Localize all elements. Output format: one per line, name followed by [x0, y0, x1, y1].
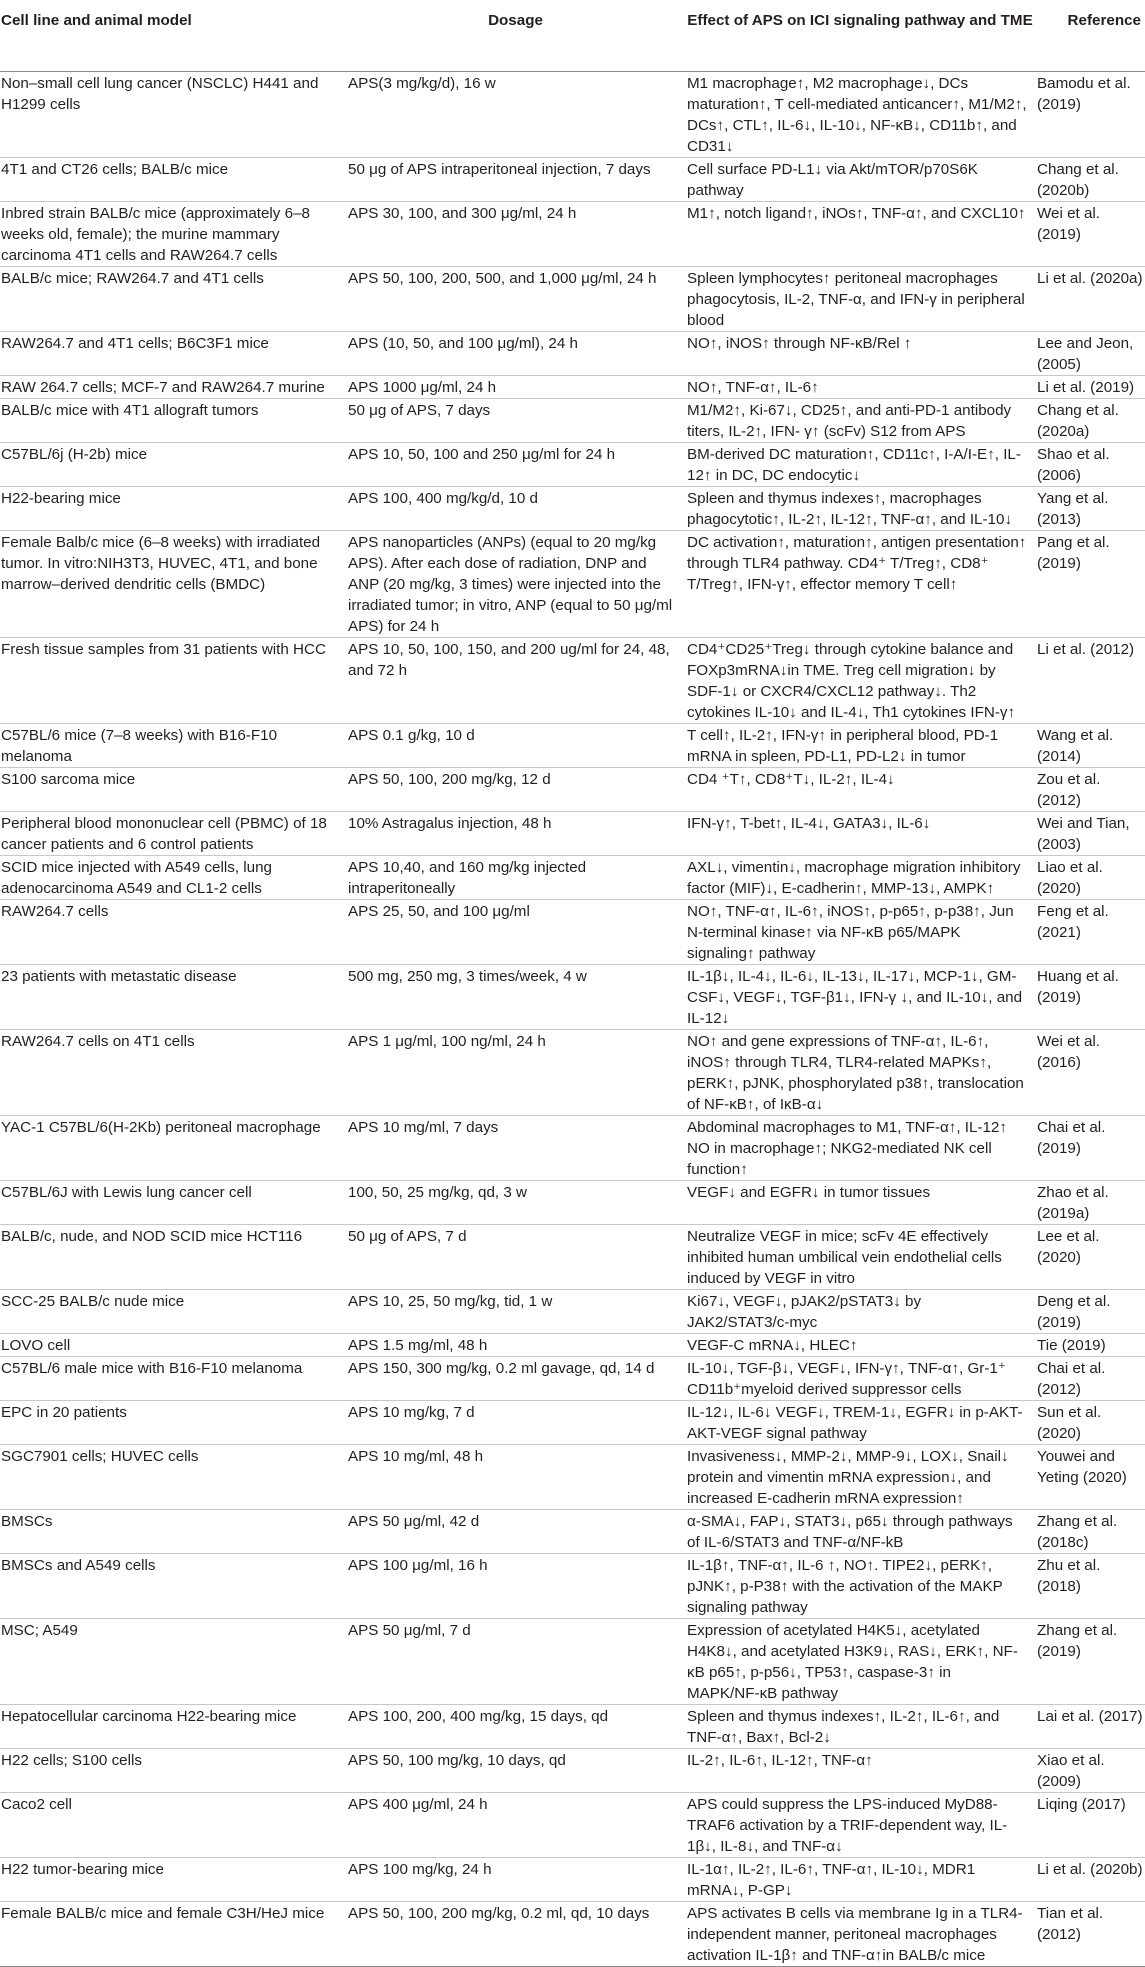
table-row	[0, 964, 1145, 1029]
cell-effect: DC activation↑, maturation↑, antigen presentation↑ through TLR4 pathway. CD4⁺ T/Treg↑, CD8⁺ T/Treg↑, IFN-γ↑, effector memory T cell↑	[685, 530, 1035, 637]
cell-model: H22-bearing mice	[0, 486, 346, 530]
cell-effect: IL-1β↑, TNF-α↑, IL-6 ↑, NO↑. TIPE2↓, pERK↑, pJNK↑, p-P38↑ with the activation of the MAKP signaling pathway	[685, 1553, 1035, 1618]
cell-dosage: APS 50 μg/ml, 42 d	[346, 1509, 685, 1553]
table-row	[0, 331, 1145, 375]
cell-reference: Li et al. (2020a)	[1035, 266, 1145, 331]
table-header-row	[0, 0, 1145, 71]
cell-dosage: APS 50, 100, 200 mg/kg, 12 d	[346, 767, 685, 811]
cell-model: BALB/c mice with 4T1 allograft tumors	[0, 398, 346, 442]
cell-reference: Xiao et al. (2009)	[1035, 1748, 1145, 1792]
cell-reference: Shao et al. (2006)	[1035, 442, 1145, 486]
cell-model: Hepatocellular carcinoma H22-bearing mice	[0, 1704, 346, 1748]
cell-model: C57BL/6j (H-2b) mice	[0, 442, 346, 486]
table-row	[0, 1618, 1145, 1704]
cell-reference: Huang et al. (2019)	[1035, 964, 1145, 1029]
cell-dosage: APS 150, 300 mg/kg, 0.2 ml gavage, qd, 14 d	[346, 1356, 685, 1400]
cell-reference: Feng et al. (2021)	[1035, 899, 1145, 964]
cell-dosage: 50 μg of APS, 7 days	[346, 398, 685, 442]
cell-effect: IL-2↑, IL-6↑, IL-12↑, TNF-α↑	[685, 1748, 1035, 1792]
cell-effect: Expression of acetylated H4K5↓, acetylated H4K8↓, and acetylated H3K9↓, RAS↓, ERK↑, NF-κB p65↑, p-p56↓, TP53↑, caspase-3↑ in MAPK/NF-κB pathway	[685, 1618, 1035, 1704]
cell-model: EPC in 20 patients	[0, 1400, 346, 1444]
cell-effect: Neutralize VEGF in mice; scFv 4E effectively inhibited human umbilical vein endothelial cells induced by VEGF in vitro	[685, 1224, 1035, 1289]
cell-model: BALB/c mice; RAW264.7 and 4T1 cells	[0, 266, 346, 331]
cell-effect: Cell surface PD-L1↓ via Akt/mTOR/p70S6K pathway	[685, 157, 1035, 201]
cell-dosage: 100, 50, 25 mg/kg, qd, 3 w	[346, 1180, 685, 1224]
cell-model: C57BL/6J with Lewis lung cancer cell	[0, 1180, 346, 1224]
table-row	[0, 71, 1145, 157]
cell-model: Peripheral blood mononuclear cell (PBMC) of 18 cancer patients and 6 control patients	[0, 811, 346, 855]
table-row	[0, 811, 1145, 855]
cell-reference: Zou et al. (2012)	[1035, 767, 1145, 811]
cell-reference: Pang et al. (2019)	[1035, 530, 1145, 637]
cell-model: H22 tumor-bearing mice	[0, 1857, 346, 1901]
table-row	[0, 201, 1145, 266]
table-body	[0, 71, 1145, 1966]
cell-dosage: APS 50, 100, 200 mg/kg, 0.2 ml, qd, 10 days	[346, 1901, 685, 1966]
cell-model: LOVO cell	[0, 1333, 346, 1356]
table-row	[0, 375, 1145, 398]
cell-effect: IFN-γ↑, T-bet↑, IL-4↓, GATA3↓, IL-6↓	[685, 811, 1035, 855]
table-row	[0, 1356, 1145, 1400]
cell-effect: IL-10↓, TGF-β↓, VEGF↓, IFN-γ↑, TNF-α↑, Gr-1⁺ CD11b⁺myeloid derived suppressor cells	[685, 1356, 1035, 1400]
table-row	[0, 1704, 1145, 1748]
cell-reference: Zhang et al. (2019)	[1035, 1618, 1145, 1704]
cell-dosage: APS (10, 50, and 100 μg/ml), 24 h	[346, 331, 685, 375]
cell-dosage: 50 μg of APS, 7 d	[346, 1224, 685, 1289]
cell-model: Non–small cell lung cancer (NSCLC) H441 and H1299 cells	[0, 71, 346, 157]
cell-model: C57BL/6 male mice with B16-F10 melanoma	[0, 1356, 346, 1400]
cell-dosage: APS(3 mg/kg/d), 16 w	[346, 71, 685, 157]
cell-model: Fresh tissue samples from 31 patients with HCC	[0, 637, 346, 723]
cell-dosage: APS 30, 100, and 300 μg/ml, 24 h	[346, 201, 685, 266]
cell-reference: Deng et al. (2019)	[1035, 1289, 1145, 1333]
cell-model: Female BALB/c mice and female C3H/HeJ mice	[0, 1901, 346, 1966]
cell-effect: VEGF↓ and EGFR↓ in tumor tissues	[685, 1180, 1035, 1224]
cell-dosage: APS 1.5 mg/ml, 48 h	[346, 1333, 685, 1356]
cell-dosage: 50 μg of APS intraperitoneal injection, 7 days	[346, 157, 685, 201]
table-row	[0, 1509, 1145, 1553]
cell-effect: Spleen and thymus indexes↑, macrophages phagocytotic↑, IL-2↑, IL-12↑, TNF-α↑, and IL-10↓	[685, 486, 1035, 530]
table-row	[0, 1857, 1145, 1901]
cell-effect: CD4 ⁺T↑, CD8⁺T↓, IL-2↑, IL-4↓	[685, 767, 1035, 811]
cell-reference: Liqing (2017)	[1035, 1792, 1145, 1857]
cell-effect: NO↑ and gene expressions of TNF-α↑, IL-6↑, iNOS↑ through TLR4, TLR4-related MAPKs↑, pERK↑, pJNK, phosphorylated p38↑, translocation of NF-κB↑, of IκB-α↓	[685, 1029, 1035, 1115]
cell-effect: Ki67↓, VEGF↓, pJAK2/pSTAT3↓ by JAK2/STAT3/c-myc	[685, 1289, 1035, 1333]
cell-effect: APS activates B cells via membrane Ig in a TLR4-independent manner, peritoneal macrophages activation IL-1β↑ and TNF-α↑in BALB/c mice	[685, 1901, 1035, 1966]
cell-model: BALB/c, nude, and NOD SCID mice HCT116	[0, 1224, 346, 1289]
cell-reference: Yang et al. (2013)	[1035, 486, 1145, 530]
cell-reference: Lee and Jeon, (2005)	[1035, 331, 1145, 375]
cell-reference: Youwei and Yeting (2020)	[1035, 1444, 1145, 1509]
table-row	[0, 1029, 1145, 1115]
cell-dosage: APS 10 mg/ml, 48 h	[346, 1444, 685, 1509]
cell-reference: Wei et al. (2019)	[1035, 201, 1145, 266]
table-row	[0, 1444, 1145, 1509]
cell-dosage: APS 0.1 g/kg, 10 d	[346, 723, 685, 767]
cell-reference: Wei et al. (2016)	[1035, 1029, 1145, 1115]
cell-effect: M1↑, notch ligand↑, iNOs↑, TNF-α↑, and CXCL10↑	[685, 201, 1035, 266]
cell-dosage: APS 100, 400 mg/kg/d, 10 d	[346, 486, 685, 530]
cell-model: SGC7901 cells; HUVEC cells	[0, 1444, 346, 1509]
cell-effect: α-SMA↓, FAP↓, STAT3↓, p65↓ through pathways of IL-6/STAT3 and TNF-α/NF-kB	[685, 1509, 1035, 1553]
cell-effect: CD4⁺CD25⁺Treg↓ through cytokine balance and FOXp3mRNA↓in TME. Treg cell migration↓ by SDF-1↓ or CXCR4/CXCL12 pathway↓. Th2 cytokines IL-10↓ and IL-4↓, Th1 cytokines IFN-γ↑	[685, 637, 1035, 723]
table-row	[0, 1224, 1145, 1289]
table-row	[0, 1400, 1145, 1444]
cell-effect: M1 macrophage↑, M2 macrophage↓, DCs maturation↑, T cell-mediated anticancer↑, M1/M2↑, DCs↑, CTL↑, IL-6↓, IL-10↓, NF-κB↓, CD11b↑, and CD31↓	[685, 71, 1035, 157]
cell-dosage: APS 400 μg/ml, 24 h	[346, 1792, 685, 1857]
cell-model: C57BL/6 mice (7–8 weeks) with B16-F10 melanoma	[0, 723, 346, 767]
cell-model: RAW 264.7 cells; MCF-7 and RAW264.7 murine	[0, 375, 346, 398]
cell-model: Female Balb/c mice (6–8 weeks) with irradiated tumor. In vitro:NIH3T3, HUVEC, 4T1, and bone marrow–derived dendritic cells (BMDC)	[0, 530, 346, 637]
cell-dosage: APS 50, 100, 200, 500, and 1,000 μg/ml, 24 h	[346, 266, 685, 331]
cell-dosage: APS 10, 50, 100, 150, and 200 ug/ml for 24, 48, and 72 h	[346, 637, 685, 723]
cell-reference: Sun et al. (2020)	[1035, 1400, 1145, 1444]
table-row	[0, 266, 1145, 331]
cell-effect: NO↑, TNF-α↑, IL-6↑, iNOS↑, p-p65↑, p-p38↑, Jun N-terminal kinase↑ via NF-κB p65/MAPK signaling↑ pathway	[685, 899, 1035, 964]
table-row	[0, 855, 1145, 899]
header-effect: Effect of APS on ICI signaling pathway and TME	[685, 0, 1035, 71]
cell-reference: Tian et al. (2012)	[1035, 1901, 1145, 1966]
table-row	[0, 1748, 1145, 1792]
cell-model: H22 cells; S100 cells	[0, 1748, 346, 1792]
cell-dosage: APS 10, 25, 50 mg/kg, tid, 1 w	[346, 1289, 685, 1333]
cell-effect: Abdominal macrophages to M1, TNF-α↑, IL-12↑ NO in macrophage↑; NKG2-mediated NK cell function↑	[685, 1115, 1035, 1180]
table-row	[0, 486, 1145, 530]
cell-model: BMSCs	[0, 1509, 346, 1553]
cell-reference: Liao et al. (2020)	[1035, 855, 1145, 899]
cell-model: S100 sarcoma mice	[0, 767, 346, 811]
cell-dosage: APS 100, 200, 400 mg/kg, 15 days, qd	[346, 1704, 685, 1748]
cell-effect: Invasiveness↓, MMP-2↓, MMP-9↓, LOX↓, Snail↓ protein and vimentin mRNA expression↓, and increased E-cadherin mRNA expression↑	[685, 1444, 1035, 1509]
cell-model: MSC; A549	[0, 1618, 346, 1704]
table-row	[0, 530, 1145, 637]
cell-effect: T cell↑, IL-2↑, IFN-γ↑ in peripheral blood, PD-1 mRNA in spleen, PD-L1, PD-L2↓ in tumor	[685, 723, 1035, 767]
cell-model: 4T1 and CT26 cells; BALB/c mice	[0, 157, 346, 201]
header-reference: Reference	[1035, 0, 1145, 71]
header-dosage: Dosage	[346, 0, 685, 71]
cell-reference: Zhu et al. (2018)	[1035, 1553, 1145, 1618]
cell-reference: Lai et al. (2017)	[1035, 1704, 1145, 1748]
cell-dosage: APS 10 mg/kg, 7 d	[346, 1400, 685, 1444]
cell-effect: NO↑, iNOS↑ through NF-κB/Rel ↑	[685, 331, 1035, 375]
table-row	[0, 1180, 1145, 1224]
table-row	[0, 1553, 1145, 1618]
table-row	[0, 1115, 1145, 1180]
cell-reference: Bamodu et al. (2019)	[1035, 71, 1145, 157]
cell-reference: Li et al. (2020b)	[1035, 1857, 1145, 1901]
cell-reference: Li et al. (2012)	[1035, 637, 1145, 723]
cell-model: RAW264.7 cells on 4T1 cells	[0, 1029, 346, 1115]
cell-effect: VEGF-C mRNA↓, HLEC↑	[685, 1333, 1035, 1356]
cell-dosage: APS 1000 μg/ml, 24 h	[346, 375, 685, 398]
cell-dosage: APS 100 mg/kg, 24 h	[346, 1857, 685, 1901]
table-row	[0, 157, 1145, 201]
cell-dosage: 500 mg, 250 mg, 3 times/week, 4 w	[346, 964, 685, 1029]
table-row	[0, 899, 1145, 964]
cell-dosage: APS 1 μg/ml, 100 ng/ml, 24 h	[346, 1029, 685, 1115]
cell-reference: Chang et al. (2020a)	[1035, 398, 1145, 442]
cell-reference: Wei and Tian, (2003)	[1035, 811, 1145, 855]
cell-reference: Lee et al. (2020)	[1035, 1224, 1145, 1289]
cell-effect: AXL↓, vimentin↓, macrophage migration inhibitory factor (MIF)↓, E-cadherin↑, MMP-13↓, AMPK↑	[685, 855, 1035, 899]
header-model: Cell line and animal model	[0, 0, 346, 71]
cell-dosage: APS 50, 100 mg/kg, 10 days, qd	[346, 1748, 685, 1792]
table-row	[0, 398, 1145, 442]
cell-model: YAC-1 C57BL/6(H-2Kb) peritoneal macrophage	[0, 1115, 346, 1180]
cell-reference: Wang et al. (2014)	[1035, 723, 1145, 767]
cell-model: Inbred strain BALB/c mice (approximately 6–8 weeks old, female); the murine mammary carcinoma 4T1 cells and RAW264.7 cells	[0, 201, 346, 266]
cell-model: SCC-25 BALB/c nude mice	[0, 1289, 346, 1333]
cell-model: RAW264.7 cells	[0, 899, 346, 964]
table-row	[0, 1289, 1145, 1333]
cell-effect: M1/M2↑, Ki-67↓, CD25↑, and anti-PD-1 antibody titers, IL-2↑, IFN- γ↑ (scFv) S12 from APS	[685, 398, 1035, 442]
cell-reference: Chai et al. (2019)	[1035, 1115, 1145, 1180]
cell-dosage: APS 10, 50, 100 and 250 μg/ml for 24 h	[346, 442, 685, 486]
cell-dosage: APS 50 μg/ml, 7 d	[346, 1618, 685, 1704]
table-row	[0, 767, 1145, 811]
cell-model: RAW264.7 and 4T1 cells; B6C3F1 mice	[0, 331, 346, 375]
cell-model: SCID mice injected with A549 cells, lung adenocarcinoma A549 and CL1-2 cells	[0, 855, 346, 899]
cell-dosage: APS 10,40, and 160 mg/kg injected intraperitoneally	[346, 855, 685, 899]
table-row	[0, 442, 1145, 486]
cell-effect: Spleen and thymus indexes↑, IL-2↑, IL-6↑, and TNF-α↑, Bax↑, Bcl-2↓	[685, 1704, 1035, 1748]
table-row	[0, 723, 1145, 767]
cell-dosage: APS 100 μg/ml, 16 h	[346, 1553, 685, 1618]
cell-effect: BM-derived DC maturation↑, CD11c↑, I-A/I-E↑, IL-12↑ in DC, DC endocytic↓	[685, 442, 1035, 486]
cell-effect: IL-1α↑, IL-2↑, IL-6↑, TNF-α↑, IL-10↓, MDR1 mRNA↓, P-GP↓	[685, 1857, 1035, 1901]
table-row	[0, 1792, 1145, 1857]
cell-dosage: APS 25, 50, and 100 μg/ml	[346, 899, 685, 964]
cell-dosage: 10% Astragalus injection, 48 h	[346, 811, 685, 855]
table-row	[0, 1333, 1145, 1356]
cell-model: BMSCs and A549 cells	[0, 1553, 346, 1618]
cell-model: 23 patients with metastatic disease	[0, 964, 346, 1029]
cell-reference: Chai et al. (2012)	[1035, 1356, 1145, 1400]
cell-effect: NO↑, TNF-α↑, IL-6↑	[685, 375, 1035, 398]
cell-effect: Spleen lymphocytes↑ peritoneal macrophages phagocytosis, IL-2, TNF-α, and IFN-γ in peripheral blood	[685, 266, 1035, 331]
cell-reference: Zhao et al. (2019a)	[1035, 1180, 1145, 1224]
cell-reference: Zhang et al. (2018c)	[1035, 1509, 1145, 1553]
cell-effect: IL-12↓, IL-6↓ VEGF↓, TREM-1↓, EGFR↓ in p-AKT-AKT-VEGF signal pathway	[685, 1400, 1035, 1444]
table-row	[0, 637, 1145, 723]
cell-effect: IL-1β↓, IL-4↓, IL-6↓, IL-13↓, IL-17↓, MCP-1↓, GM-CSF↓, VEGF↓, TGF-β1↓, IFN-γ ↓, and IL-10↓, and IL-12↓	[685, 964, 1035, 1029]
cell-model: Caco2 cell	[0, 1792, 346, 1857]
cell-dosage: APS 10 mg/ml, 7 days	[346, 1115, 685, 1180]
cell-dosage: APS nanoparticles (ANPs) (equal to 20 mg/kg APS). After each dose of radiation, DNP and ANP (20 mg/kg, 3 times) were injected into the irradiated tumor; in vitro, ANP (equal to 50 μg/ml APS) for 24 h	[346, 530, 685, 637]
cell-reference: Chang et al. (2020b)	[1035, 157, 1145, 201]
table-row	[0, 1901, 1145, 1966]
cell-reference: Tie (2019)	[1035, 1333, 1145, 1356]
cell-effect: APS could suppress the LPS-induced MyD88-TRAF6 activation by a TRIF-dependent way, IL-1β↓, IL-8↓, and TNF-α↓	[685, 1792, 1035, 1857]
cell-reference: Li et al. (2019)	[1035, 375, 1145, 398]
